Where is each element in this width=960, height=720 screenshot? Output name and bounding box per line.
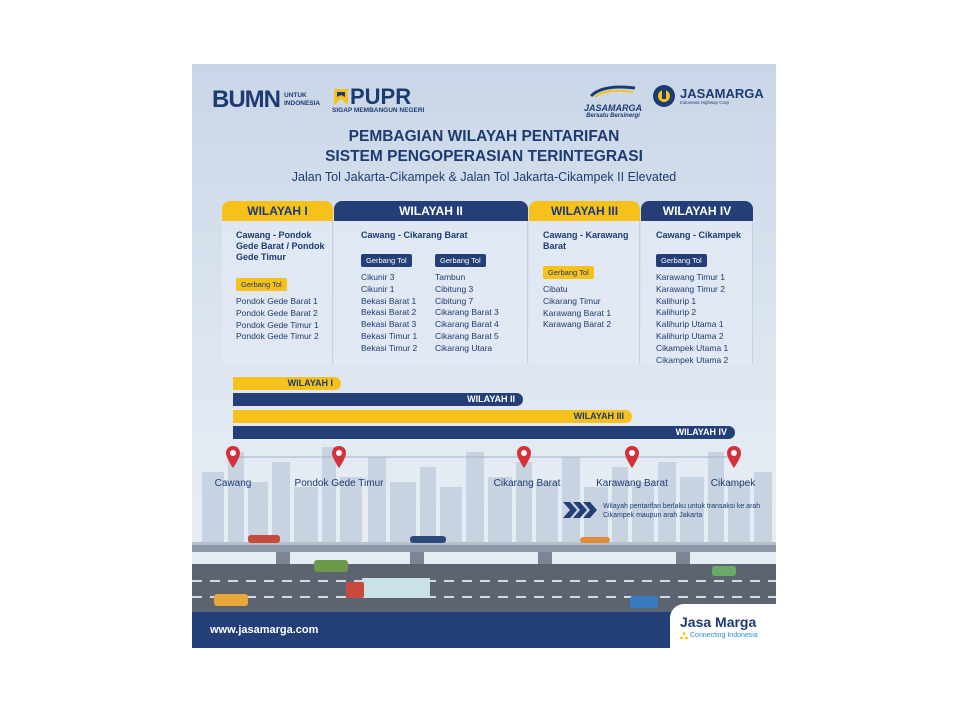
gate-label: Gerbang Tol — [543, 266, 594, 279]
jasamarga-logo-1-tagline: Bersatu Bersinergi — [586, 113, 640, 119]
gate-list — [435, 272, 499, 355]
region-card-2-route: Cawang - Cikarang Barat — [361, 230, 468, 240]
coverage-bar-4: WILAYAH IV — [233, 426, 735, 439]
location-pin-icon — [517, 446, 531, 468]
jasamarga-emblem-icon — [652, 84, 676, 108]
region-card-1 — [222, 201, 333, 364]
gate-item: Cibitung 7 — [435, 295, 474, 306]
pupr-emblem-icon — [332, 87, 350, 107]
gate-item: Cibitung 3 — [435, 283, 474, 294]
jasamarga-wave-icon — [589, 84, 637, 98]
gate-item: Cikarang Utara — [435, 342, 493, 353]
bumn-logo-mark: BUMN — [212, 86, 280, 113]
gate-item: Bekasi Barat 2 — [361, 307, 417, 318]
gate-item: Pondok Gede Timur 1 — [236, 319, 319, 330]
location-pin-icon — [625, 446, 639, 468]
region-card-4 — [641, 201, 753, 364]
coverage-bar-3: WILAYAH III — [233, 410, 632, 423]
gate-label: Gerbang Tol — [361, 254, 412, 267]
coverage-bar-2: WILAYAH II — [233, 393, 523, 406]
direction-note — [563, 502, 776, 520]
connecting-dots-icon — [680, 632, 688, 640]
region-card-2-title: WILAYAH II — [334, 201, 528, 221]
pupr-logo-mark: PUPR — [350, 84, 412, 109]
coverage-bar-1: WILAYAH I — [233, 377, 341, 390]
route-line: Cawang - Pondok — [236, 230, 312, 240]
gate-item: Pondok Gede Barat 2 — [236, 307, 318, 318]
jasamarga-logo-1 — [584, 84, 642, 119]
jasamarga-logo-2 — [652, 84, 764, 108]
jasamarga-logo-2-tagline: Indonesia Highway Corp — [680, 99, 730, 105]
location-pin-icon — [332, 446, 346, 468]
footer-brand-name: Jasa Marga — [680, 614, 757, 630]
station-cikampek: Cikampek — [710, 478, 756, 489]
gate-item: Cikarang Timur — [543, 295, 601, 306]
bumn-logo — [212, 86, 320, 114]
gate-item: Pondok Gede Timur 2 — [236, 331, 319, 342]
region-card-3-title: WILAYAH III — [529, 201, 640, 221]
region-card-3-route — [543, 230, 629, 252]
gate-item: Karawang Timur 1 — [656, 272, 725, 282]
region-card-1-route — [236, 230, 325, 263]
route-line: Cawang - Karawang — [543, 230, 629, 240]
location-pin-icon — [727, 446, 741, 468]
gate-label: Gerbang Tol — [435, 254, 486, 267]
bumn-logo-text-1: UNTUK — [284, 92, 307, 99]
region-card-2 — [334, 201, 528, 364]
pupr-logo — [332, 84, 424, 114]
gate-list — [236, 296, 319, 343]
gate-item: Bekasi Timur 2 — [361, 342, 418, 353]
route-line: Barat — [543, 241, 567, 251]
direction-note-text: Wilayah pentarifan berlaku untuk transaksi ke arah Cikampek maupun arah Jakarta — [603, 503, 761, 519]
gate-item: Bekasi Barat 3 — [361, 319, 417, 330]
gate-item: Bekasi Barat 1 — [361, 295, 417, 306]
gate-item: Tambun — [435, 272, 466, 282]
region-card-1-title: WILAYAH I — [222, 201, 333, 221]
chevrons-right-icon — [563, 502, 597, 518]
region-card-3 — [529, 201, 640, 364]
gate-list — [361, 272, 417, 355]
station-cawang: Cawang — [214, 478, 252, 489]
gate-item: Cikampek Utama 1 — [656, 342, 729, 353]
gate-item: Cikunir 3 — [361, 272, 395, 282]
toll-road-illustration — [192, 534, 776, 614]
station-cikarang-barat: Cikarang Barat — [493, 478, 561, 489]
gate-label: Gerbang Tol — [236, 278, 287, 291]
gate-label: Gerbang Tol — [656, 254, 707, 267]
route-line: Gede Barat / Pondok — [236, 241, 325, 251]
jasamarga-logo-1-name: JASAMARGA — [584, 103, 643, 113]
gate-item: Kalihurip Utama 1 — [656, 319, 724, 330]
gate-item: Kalihurip Utama 2 — [656, 330, 724, 341]
title-line-3: Jalan Tol Jakarta-Cikampek & Jalan Tol Jakarta-Cikampek II Elevated — [291, 170, 677, 184]
title-line-1: PEMBAGIAN WILAYAH PENTARIFAN — [348, 128, 620, 145]
station-pondok-gede-timur: Pondok Gede Timur — [294, 478, 384, 489]
title-line-2: SISTEM PENGOPERASIAN TERINTEGRASI — [325, 148, 643, 165]
route-line: Gede Timur — [236, 252, 286, 262]
gate-item: Cikarang Barat 5 — [435, 330, 499, 341]
gate-item: Karawang Timur 2 — [656, 283, 725, 294]
gate-item: Cikampek Utama 2 — [656, 354, 729, 365]
station-karawang-barat: Karawang Barat — [596, 478, 668, 489]
gate-item: Cikarang Barat 3 — [435, 307, 499, 318]
gate-item: Kalihurip 2 — [656, 307, 697, 318]
gate-item: Cikarang Barat 4 — [435, 319, 499, 330]
footer-brand-tagline: Connecting Indonesia — [690, 632, 758, 639]
infographic-poster — [192, 64, 776, 648]
location-pin-icon — [226, 446, 240, 468]
gate-item: Karawang Barat 2 — [543, 319, 612, 330]
region-card-4-title: WILAYAH IV — [641, 201, 753, 221]
gate-item: Karawang Barat 1 — [543, 307, 612, 318]
bumn-logo-text-2: INDONESIA — [284, 100, 321, 107]
region-card-4-route: Cawang - Cikampek — [656, 230, 742, 240]
website-link[interactable]: www.jasamarga.com — [210, 624, 319, 636]
gate-item: Cikunir 1 — [361, 283, 395, 294]
jasamarga-logo-2-name: JASAMARGA — [680, 85, 764, 101]
city-skyline-illustration — [192, 432, 776, 542]
gate-item: Cibatu — [543, 284, 568, 294]
gate-list — [543, 284, 611, 331]
pupr-tagline: SIGAP MEMBANGUN NEGERI — [332, 107, 425, 114]
gate-list — [656, 272, 728, 366]
gate-item: Kalihurip 1 — [656, 295, 697, 306]
gate-item: Bekasi Timur 1 — [361, 330, 418, 341]
gate-item: Pondok Gede Barat 1 — [236, 296, 318, 306]
jasa-marga-footer-logo — [670, 604, 776, 648]
